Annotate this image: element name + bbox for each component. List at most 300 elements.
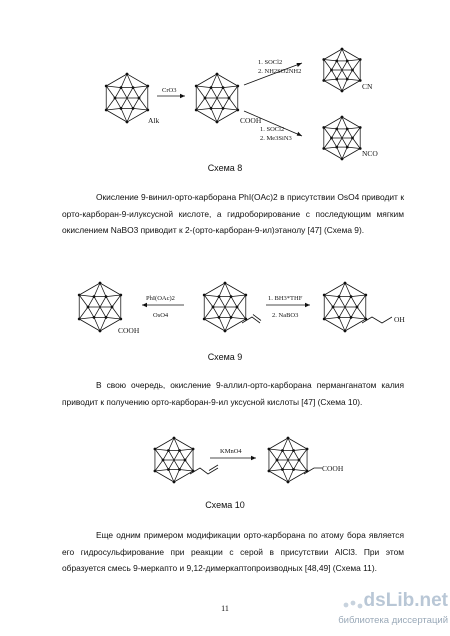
cage-bond <box>174 460 180 470</box>
watermark-title: dsLib.net <box>363 590 448 611</box>
cage-bond <box>324 307 333 319</box>
cage-bond <box>223 86 238 88</box>
cage-bond <box>225 283 246 295</box>
cage-vertex <box>218 316 221 319</box>
cage-vertex <box>332 306 335 309</box>
cage-bond <box>79 295 94 297</box>
cage-vertex <box>222 86 225 89</box>
cage-bond <box>332 138 337 147</box>
cage-bond <box>269 470 283 471</box>
cage-bond <box>185 449 193 460</box>
cage-bond <box>174 471 193 482</box>
arrowhead <box>297 63 303 67</box>
scheme-9 <box>0 275 450 347</box>
lower-reagent-2: 2. Me3SiN3 <box>260 135 292 142</box>
scheme-10 <box>0 432 450 494</box>
caption-scheme-9: Схема 9 <box>207 352 243 362</box>
cage-bond <box>213 297 219 307</box>
cage-bond <box>324 295 339 297</box>
cage-vertex <box>346 60 349 63</box>
cage-bond <box>217 98 223 108</box>
cage-bond <box>139 86 148 98</box>
upper-reagent-2: 2. NH2SO2NH2 <box>258 68 302 75</box>
cage-bond <box>294 450 300 460</box>
substituent-oh: OH <box>394 315 405 324</box>
carborane-cage-cooh <box>195 73 239 124</box>
cage-vertex <box>292 449 295 452</box>
cage-bond <box>133 88 139 98</box>
cage-bond <box>155 449 163 460</box>
cage-bond <box>324 60 337 61</box>
cage-bond <box>288 450 294 460</box>
cage-bond <box>294 470 308 471</box>
cage-bond <box>106 110 127 122</box>
cage-vertex <box>292 468 295 471</box>
cage-bond <box>174 438 193 449</box>
cage-vertex <box>162 459 165 462</box>
cage-vertex <box>268 470 271 473</box>
cage-vertex <box>335 146 338 149</box>
cage-bond <box>347 60 360 61</box>
cage-bond <box>231 295 246 297</box>
cage-bond <box>324 147 337 148</box>
cage-bond <box>217 74 238 86</box>
cage-vertex <box>218 295 221 298</box>
cage-bond <box>106 98 115 110</box>
cage-vertex <box>323 294 326 297</box>
watermark <box>338 590 448 634</box>
right-reagent-2: 2. NaBO3 <box>272 312 299 319</box>
reagent-cro3: CrO3 <box>162 87 177 94</box>
cage-vertex <box>126 73 129 76</box>
cage-bond <box>294 460 300 470</box>
cage-vertex <box>114 97 117 100</box>
caption-scheme-8: Схема 8 <box>207 163 243 173</box>
upper-reagent-1: 1. SOCl2 <box>258 59 283 66</box>
cage-vertex <box>132 86 135 89</box>
cage-bond <box>88 297 94 307</box>
cage-vertex <box>298 459 301 462</box>
cage-vertex <box>87 306 90 309</box>
arrowhead <box>297 132 302 136</box>
cage-bond <box>269 449 283 450</box>
cage-bond <box>217 88 223 98</box>
cage-bond <box>112 307 121 319</box>
cage-vertex <box>224 330 227 333</box>
cage-bond <box>205 98 211 108</box>
cage-bond <box>353 128 361 139</box>
cage-bond <box>324 149 342 160</box>
right-reagent-1: 1. BH3*THF <box>268 295 303 302</box>
cage-bond <box>231 297 237 307</box>
cage-bond <box>324 81 342 92</box>
cage-bond <box>112 295 121 307</box>
cage-vertex <box>93 316 96 319</box>
cage-bond <box>231 307 237 317</box>
cage-vertex <box>228 97 231 100</box>
cage-bond <box>294 449 308 450</box>
cage-bond <box>345 297 351 307</box>
cage-vertex <box>132 107 135 110</box>
cage-bond <box>196 74 217 86</box>
cage-bond <box>94 307 100 317</box>
cage-vertex <box>216 73 219 76</box>
substituent-cooh: COOH <box>322 464 344 473</box>
cage-bond <box>332 70 337 79</box>
page-number: 11 <box>221 604 229 613</box>
cage-bond <box>219 307 225 317</box>
cage-vertex <box>322 79 325 82</box>
cage-vertex <box>330 137 333 140</box>
cage-bond <box>133 98 139 108</box>
cage-bond <box>283 460 289 470</box>
cage-vertex <box>338 295 341 298</box>
cage-vertex <box>322 126 325 129</box>
arrowhead <box>142 303 147 307</box>
cage-bond <box>223 88 229 98</box>
cage-vertex <box>146 85 149 88</box>
cage-bond <box>351 295 366 297</box>
cage-bond <box>324 128 337 129</box>
cage-vertex <box>281 449 284 452</box>
cage-bond <box>115 88 121 98</box>
cage-vertex <box>335 60 338 63</box>
cage-bond <box>288 438 307 449</box>
cage-vertex <box>119 294 122 297</box>
cage-bond <box>204 283 225 295</box>
cage-vertex <box>341 90 344 93</box>
cage-vertex <box>287 481 290 484</box>
cage-vertex <box>346 128 349 131</box>
carborane-cage-vinyl <box>203 282 247 333</box>
carborane-cage-alk <box>105 73 149 124</box>
cage-bond <box>213 307 219 317</box>
cage-vertex <box>281 468 284 471</box>
cage-vertex <box>178 449 181 452</box>
cage-vertex <box>120 86 123 89</box>
substituent-cooh: COOH <box>240 116 262 125</box>
cage-bond <box>196 110 217 122</box>
cage-vertex <box>322 58 325 61</box>
cage-bond <box>106 74 127 86</box>
cage-bond <box>324 49 342 60</box>
cage-bond <box>127 74 148 86</box>
cage-vertex <box>78 294 81 297</box>
cage-vertex <box>335 78 338 81</box>
cage-vertex <box>344 282 347 285</box>
cage-bond <box>205 88 211 98</box>
cage-bond <box>324 295 333 307</box>
cage-vertex <box>173 481 176 484</box>
substituent-cooh: COOH <box>118 326 140 335</box>
cage-bond <box>106 317 121 319</box>
cage-bond <box>223 98 229 108</box>
cage-vertex <box>184 459 187 462</box>
watermark-dots-icon <box>342 598 366 612</box>
paragraph-1: Окисление 9-винил-орто-карборана PhI(OAc)2 в присутствии OsO4 приводит к орто-карборан-9-илуксусной кислоте, а гидроборирование с последующим мягким окислением NaBO3 приводит к 2-(орто-карборан-9-ил)этанолу [47] (Схема 9). <box>62 192 404 235</box>
cage-bond <box>180 470 194 471</box>
cage-bond <box>229 86 238 98</box>
cage-bond <box>269 438 288 449</box>
cage-bond <box>155 460 163 471</box>
cage-bond <box>288 471 307 482</box>
cage-vertex <box>341 116 344 119</box>
cage-vertex <box>105 85 108 88</box>
cage-vertex <box>364 294 367 297</box>
cage-bond <box>324 117 342 128</box>
cage-vertex <box>203 294 206 297</box>
cage-bond <box>324 283 345 295</box>
cage-bond <box>351 297 357 307</box>
cage-bond <box>288 460 294 470</box>
cage-bond <box>155 449 169 450</box>
cage-bond <box>353 70 361 81</box>
cage-bond <box>100 307 106 317</box>
cage-vertex <box>105 295 108 298</box>
cage-vertex <box>212 306 215 309</box>
cage-vertex <box>330 69 333 72</box>
cage-bond <box>94 297 100 307</box>
cage-bond <box>106 86 121 88</box>
cage-vertex <box>338 316 341 319</box>
cage-vertex <box>236 85 239 88</box>
cage-bond <box>225 319 246 331</box>
cage-bond <box>342 149 360 160</box>
cage-bond <box>196 108 211 110</box>
scheme-8 <box>0 38 450 163</box>
cage-bond <box>342 70 347 79</box>
reagent-kmno4: KMnO4 <box>220 448 242 455</box>
cage-bond <box>204 307 213 319</box>
cage-bond <box>339 307 345 317</box>
arrowhead <box>251 456 256 460</box>
cage-vertex <box>146 109 149 112</box>
cage-bond <box>229 98 238 110</box>
cage-vertex <box>341 158 344 161</box>
cage-bond <box>127 88 133 98</box>
cage-vertex <box>203 318 206 321</box>
cage-bond <box>180 460 186 470</box>
cage-bond <box>347 79 360 80</box>
cage-vertex <box>344 330 347 333</box>
cage-bond <box>342 81 360 92</box>
cage-vertex <box>351 137 354 140</box>
cage-bond <box>324 128 332 139</box>
cage-bond <box>342 117 360 128</box>
cage-bond <box>347 147 360 148</box>
cage-vertex <box>78 318 81 321</box>
cage-vertex <box>230 316 233 319</box>
cage-vertex <box>99 330 102 333</box>
cage-bond <box>347 138 352 147</box>
carborane-cage-cn <box>322 48 361 93</box>
substituent-nco: NCO <box>362 149 378 158</box>
cage-vertex <box>167 449 170 452</box>
cage-bond <box>342 49 360 60</box>
carborane-cage-ethanol <box>323 282 367 333</box>
cage-bond <box>196 86 205 98</box>
cage-bond <box>357 295 366 307</box>
cage-vertex <box>105 316 108 319</box>
cage-vertex <box>105 109 108 112</box>
cage-vertex <box>210 86 213 89</box>
cage-bond <box>100 297 106 307</box>
cage-vertex <box>126 121 129 124</box>
carborane-cage-nco <box>322 116 361 161</box>
cage-vertex <box>195 109 198 112</box>
cage-vertex <box>192 448 195 451</box>
cage-bond <box>237 307 246 319</box>
cage-bond <box>237 295 246 307</box>
cage-bond <box>185 460 193 471</box>
cage-bond <box>79 295 88 307</box>
cage-bond <box>345 283 366 295</box>
cage-vertex <box>216 121 219 124</box>
cage-vertex <box>93 295 96 298</box>
cage-bond <box>211 98 217 108</box>
cage-vertex <box>335 128 338 131</box>
cage-vertex <box>236 306 239 309</box>
scheme-8-drawing <box>0 38 450 163</box>
cage-vertex <box>154 448 157 451</box>
cage-bond <box>211 88 217 98</box>
cage-bond <box>342 61 347 70</box>
cage-bond <box>345 307 351 317</box>
cage-bond <box>100 283 121 295</box>
cage-vertex <box>350 295 353 298</box>
caption-scheme-10: Схема 10 <box>205 500 245 510</box>
cage-vertex <box>268 448 271 451</box>
cage-bond <box>204 295 213 307</box>
cage-bond <box>106 86 115 98</box>
cage-vertex <box>195 85 198 88</box>
cage-bond <box>106 108 121 110</box>
cage-bond <box>79 307 88 319</box>
carborane-cage-allyl <box>154 437 195 484</box>
cage-vertex <box>224 282 227 285</box>
cage-bond <box>342 129 347 138</box>
cage-bond <box>225 297 231 307</box>
cage-bond <box>88 307 94 317</box>
cage-bond <box>347 128 360 129</box>
substituent-cn: CN <box>362 82 373 91</box>
cage-bond <box>180 449 194 450</box>
cage-vertex <box>154 470 157 473</box>
left-reagent-1: PhI(OAc)2 <box>146 295 175 302</box>
cage-bond <box>225 307 231 317</box>
cage-vertex <box>351 69 354 72</box>
watermark-subtitle: библиотека диссертаций <box>338 615 448 626</box>
cage-bond <box>269 449 277 460</box>
cage-vertex <box>359 58 362 61</box>
cage-bond <box>333 307 339 317</box>
cage-vertex <box>99 282 102 285</box>
cage-vertex <box>276 459 279 462</box>
allyl-double-bond <box>209 465 218 471</box>
cage-bond <box>155 438 174 449</box>
cage-bond <box>347 70 352 79</box>
cage-bond <box>139 98 148 110</box>
cage-bond <box>357 307 366 319</box>
cage-bond <box>231 317 246 319</box>
cage-bond <box>204 295 219 297</box>
cage-vertex <box>119 318 122 321</box>
cage-bond <box>337 61 342 70</box>
cage-bond <box>121 98 127 108</box>
cage-vertex <box>173 437 176 440</box>
cage-vertex <box>323 318 326 321</box>
cage-bond <box>127 98 133 108</box>
cage-bond <box>277 460 283 470</box>
cage-vertex <box>287 437 290 440</box>
cage-bond <box>155 470 169 471</box>
cage-bond <box>121 88 127 98</box>
arrowhead <box>180 94 185 98</box>
carborane-cage-cooh <box>78 282 122 333</box>
vinyl-double-bond <box>253 315 261 321</box>
cage-bond <box>324 60 332 71</box>
lower-reagent-1: 1. SOCl2 <box>260 126 285 133</box>
cage-bond <box>223 108 238 110</box>
cage-bond <box>163 460 169 470</box>
cage-bond <box>155 471 174 482</box>
scheme-10-drawing <box>0 432 450 494</box>
cage-vertex <box>322 147 325 150</box>
arrowhead <box>305 303 310 307</box>
cage-bond <box>269 471 288 482</box>
cage-bond <box>174 450 180 460</box>
cage-bond <box>345 319 366 331</box>
cage-bond <box>299 460 307 471</box>
cage-vertex <box>306 448 309 451</box>
cage-bond <box>324 79 337 80</box>
cage-bond <box>333 297 339 307</box>
cage-bond <box>332 129 337 138</box>
cage-bond <box>196 98 205 110</box>
cage-bond <box>324 138 332 149</box>
cage-bond <box>324 317 339 319</box>
cage-bond <box>332 61 337 70</box>
paragraph-3: Еще одним примером модификации орто-карборана по атому бора является его гидросульфирование при реакции с серой в присутствии AlCl3. При этом образуется смесь 9-меркапто и 9,12-димеркаптопроизводных [48,49] (Схема 11). <box>62 530 404 573</box>
cage-bond <box>106 295 121 297</box>
cage-vertex <box>346 146 349 149</box>
cage-bond <box>342 138 347 147</box>
cage-bond <box>106 297 112 307</box>
cage-bond <box>196 86 211 88</box>
scheme-9-drawing <box>0 275 450 347</box>
substituent-alk: Alk <box>148 116 160 125</box>
cage-bond <box>347 129 352 138</box>
cage-bond <box>347 61 352 70</box>
cage-vertex <box>111 306 114 309</box>
cage-vertex <box>204 97 207 100</box>
cage-bond <box>217 110 238 122</box>
cage-bond <box>283 450 289 460</box>
cage-bond <box>351 317 366 319</box>
cage-bond <box>269 460 277 471</box>
cage-vertex <box>167 468 170 471</box>
cage-bond <box>133 108 148 110</box>
cage-bond <box>324 319 345 331</box>
cage-vertex <box>346 78 349 81</box>
cage-bond <box>353 138 361 149</box>
cage-bond <box>351 307 357 317</box>
cage-bond <box>133 86 148 88</box>
cage-vertex <box>222 107 225 110</box>
cage-vertex <box>341 48 344 51</box>
cage-bond <box>324 70 332 81</box>
cage-vertex <box>120 107 123 110</box>
